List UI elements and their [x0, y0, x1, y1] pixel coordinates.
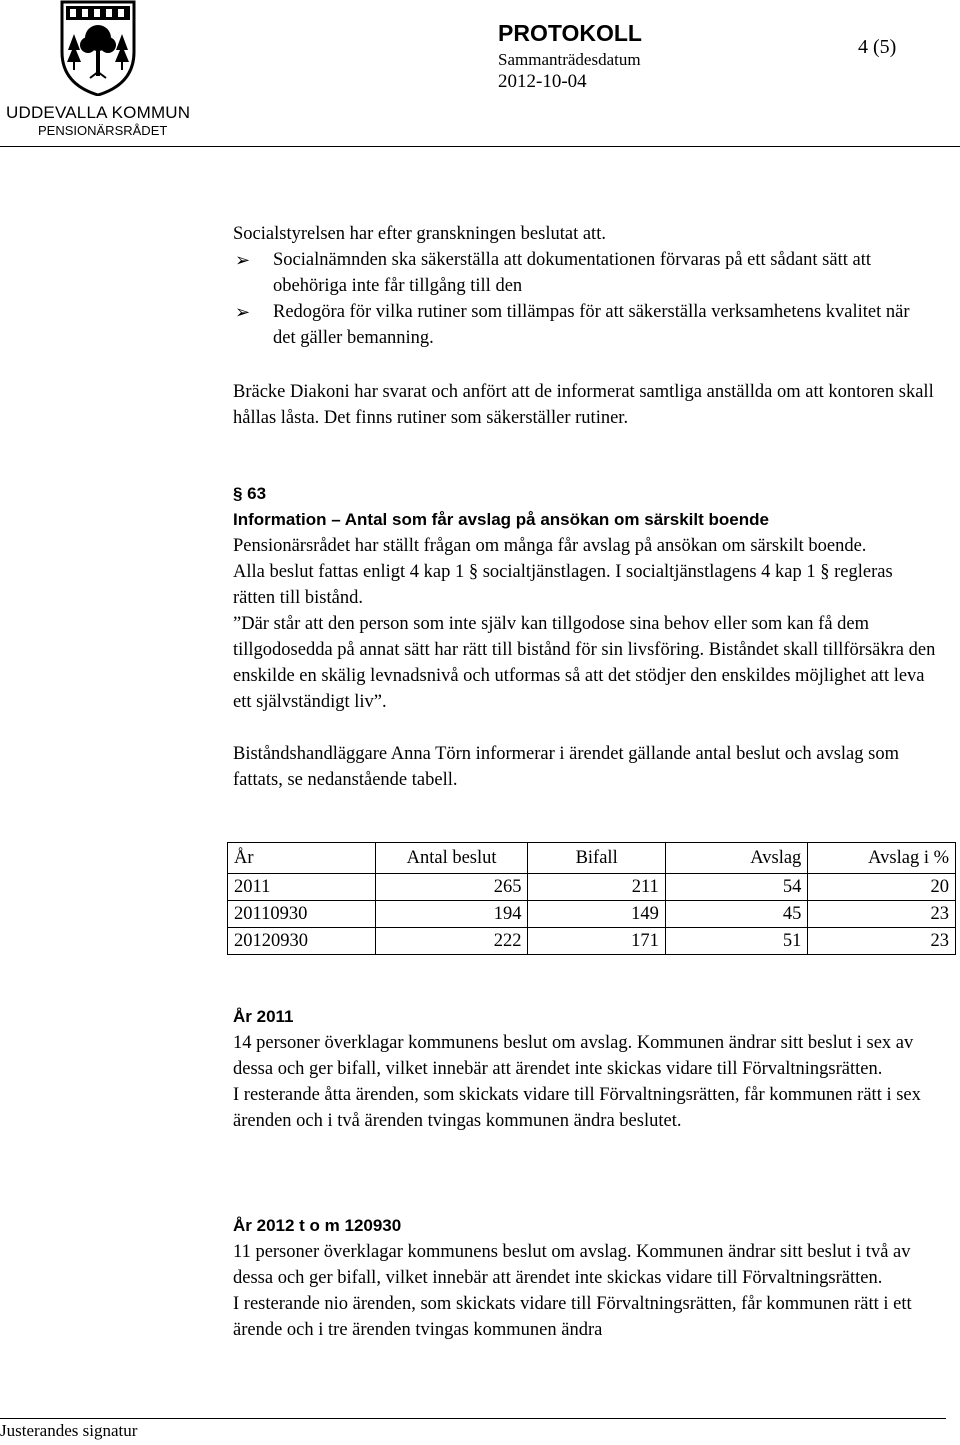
table-cell: 23	[808, 928, 956, 955]
table-row	[228, 874, 956, 901]
table-header-cell: Antal beslut	[375, 843, 528, 874]
municipal-coat-of-arms-logo	[60, 0, 136, 96]
list-item	[233, 299, 933, 351]
bullet-text: Socialnämnden ska säkerställa att dokumentationen förvaras på ett sådant sätt att obehöriga inte får tillgång till den	[273, 250, 871, 296]
table-cell: 45	[665, 901, 808, 928]
table-row	[228, 901, 956, 928]
table-cell: 20	[808, 874, 956, 901]
year-heading: År 2012 t o m 120930	[233, 1216, 402, 1235]
table-cell: 194	[375, 901, 528, 928]
table-header-cell: Avslag i %	[808, 843, 956, 874]
quoted-law-text: ”Där står att den person som inte själv kan tillgodose sina behov eller som kan få dem tillgodosedda på annat sätt har rätt till bistånd för sin livsföring. Biståndet skall tillförsäkra den enskilde en skälig levnadsnivå och utformas så att det stödjer den enskildes möjlighet att leva ett självständigt liv”.	[233, 614, 936, 712]
table-cell: 149	[528, 901, 665, 928]
year-paragraph: 11 personer överklagar kommunens beslut om avslag. Kommunen ändrar sitt beslut i två av dessa och ger bifall, vilket innebär att ärendet inte skickas vidare till Förvaltningsrätten.	[233, 1242, 911, 1288]
section-number: § 63	[233, 484, 267, 503]
response-paragraph: Bräcke Diakoni har svarat och anfört att de informerat samtliga anställda om att kontoren skall hållas låsta. Det finns rutiner som säkerställer rutiner.	[233, 382, 934, 428]
table-cell: 211	[528, 874, 665, 901]
arrowhead-bullet-icon: ➢	[235, 250, 251, 270]
table-cell: 23	[808, 901, 956, 928]
table-cell: 51	[665, 928, 808, 955]
year-paragraph: I resterande nio ärenden, som skickats vidare till Förvaltningsrätten, får kommunen rätt i ett ärende och i tre ärenden tvingas kommunen ändra	[233, 1294, 912, 1340]
meeting-date: 2012-10-04	[498, 71, 587, 92]
intro-line: Socialstyrelsen har efter granskningen beslutat att.	[233, 224, 606, 244]
year-2011-block	[233, 1004, 945, 1134]
table-row	[228, 928, 956, 955]
table-header-row	[228, 843, 956, 874]
arrowhead-bullet-icon: ➢	[235, 302, 251, 322]
organization-unit: PENSIONÄRSRÅDET	[38, 123, 168, 138]
table-cell: 54	[665, 874, 808, 901]
footer-divider	[0, 1418, 946, 1419]
meeting-date-label: Sammanträdesdatum	[498, 50, 641, 69]
bullet-text: Redogöra för vilka rutiner som tillämpas för att säkerställa verksamhetens kvalitet när det gäller bemanning.	[273, 302, 910, 348]
section-title: Information – Antal som får avslag på ansökan om särskilt boende	[233, 510, 769, 529]
decisions-table	[227, 842, 956, 955]
table-header-cell: Avslag	[665, 843, 808, 874]
year-paragraph: I resterande åtta ärenden, som skickats vidare till Förvaltningsrätten, får kommunen rätt i sex ärenden och i två ärenden tvingas kommunen ändra beslutet.	[233, 1085, 921, 1131]
list-item	[233, 247, 933, 299]
table-cell: 265	[375, 874, 528, 901]
section-paragraph: Alla beslut fattas enligt 4 kap 1 § socialtjänstlagen. I socialtjänstlagens 4 kap 1 § regleras rätten till bistånd.	[233, 562, 893, 608]
year-2012-block	[233, 1213, 945, 1343]
table-cell: 171	[528, 928, 665, 955]
table-cell: 2011	[228, 874, 376, 901]
table-cell: 20110930	[228, 901, 376, 928]
table-cell: 222	[375, 928, 528, 955]
table-header-cell: År	[228, 843, 376, 874]
organization-name: UDDEVALLA KOMMUN	[6, 103, 191, 122]
section-paragraph: Pensionärsrådet har ställt frågan om många får avslag på ansökan om särskilt boende.	[233, 536, 867, 556]
document-type-title: PROTOKOLL	[498, 20, 642, 46]
decision-bullet-list	[233, 247, 933, 351]
table-header-cell: Bifall	[528, 843, 665, 874]
section-paragraph: Biståndshandläggare Anna Törn informerar i ärendet gällande antal beslut och avslag som fattats, se nedanstående tabell.	[233, 744, 899, 790]
year-heading: År 2011	[233, 1007, 294, 1026]
header-divider	[0, 146, 960, 147]
page-number: 4 (5)	[858, 36, 897, 58]
year-paragraph: 14 personer överklagar kommunens beslut om avslag. Kommunen ändrar sitt beslut i sex av dessa och ger bifall, vilket innebär att ärendet inte skickas vidare till Förvaltningsrätten.	[233, 1033, 914, 1079]
section-block	[233, 481, 938, 793]
table-cell: 20120930	[228, 928, 376, 955]
signature-label: Justerandes signatur	[0, 1421, 138, 1440]
